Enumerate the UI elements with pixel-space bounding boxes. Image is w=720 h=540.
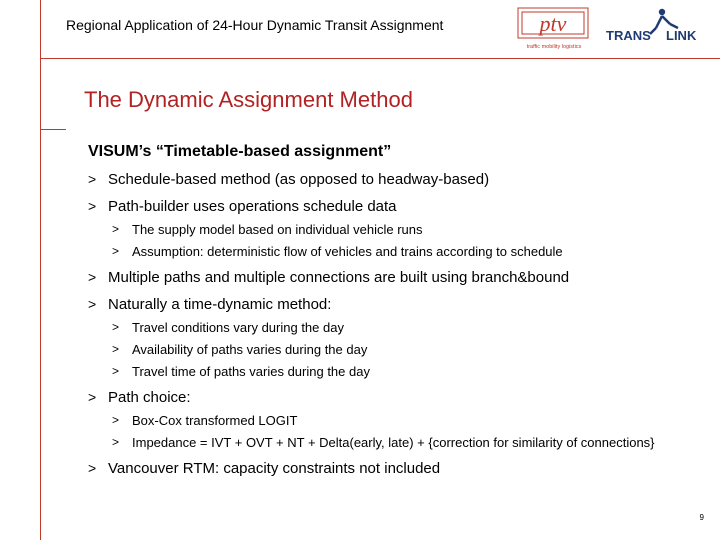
bullet-arrow-icon: > (88, 171, 97, 187)
bullet-arrow-icon: > (112, 435, 120, 449)
bullet-arrow-icon: > (112, 244, 120, 258)
slide-content (88, 143, 708, 477)
bullet-vancouver-rtm: > Vancouver RTM: capacity constraints not included (88, 460, 441, 477)
bullet-arrow-icon: > (112, 222, 120, 236)
translink-logo (606, 6, 706, 51)
bullet-time-dynamic: > Naturally a time-dynamic method: (88, 296, 332, 313)
title-tick-mark (40, 129, 66, 130)
ptv-logo-text: ptv (539, 11, 567, 36)
bullet-arrow-icon: > (112, 320, 120, 334)
ptv-logo (516, 6, 596, 57)
bullet-path-choice: > Path choice: (88, 389, 191, 406)
bullet-arrow-icon: > (112, 364, 120, 378)
bullet-schedule-based: > Schedule-based method (as opposed to headway-based) (88, 171, 490, 188)
subbullet-logit: > Box-Cox transformed LOGIT (112, 413, 298, 428)
bullet-arrow-icon: > (88, 198, 97, 214)
bullet-arrow-icon: > (88, 296, 97, 312)
translink-text-trans: TRANS (606, 28, 651, 43)
subbullet-travel-time: > Travel time of paths varies during the day (112, 364, 370, 379)
header-title: Regional Application of 24-Hour Dynamic Transit Assignment (66, 17, 444, 33)
bullet-arrow-icon: > (88, 269, 97, 285)
left-vertical-rule (40, 0, 41, 540)
content-heading: VISUM’s “Timetable-based assignment” (88, 143, 392, 160)
header-rule (40, 58, 720, 59)
bullet-arrow-icon: > (112, 342, 120, 356)
page-number: 9 (699, 513, 704, 522)
subbullet-travel-conditions: > Travel conditions vary during the day (112, 320, 344, 335)
bullet-path-builder: > Path-builder uses operations schedule data (88, 198, 397, 215)
slide-title: The Dynamic Assignment Method (84, 87, 413, 112)
bullet-multiple-paths: > Multiple paths and multiple connections are built using branch&bound (88, 269, 570, 286)
ptv-tagline: traffic mobility logistics (526, 44, 582, 50)
bullet-arrow-icon: > (88, 460, 97, 476)
translink-text-link: LINK (666, 28, 697, 43)
subbullet-supply-model: > The supply model based on individual vehicle runs (112, 222, 423, 237)
bullet-arrow-icon: > (112, 413, 120, 427)
subbullet-impedance: > Impedance = IVT + OVT + NT + Delta(early, late) + {correction for similarity of connections} (112, 435, 655, 450)
bullet-arrow-icon: > (88, 389, 97, 405)
subbullet-availability: > Availability of paths varies during the day (112, 342, 368, 357)
subbullet-assumption: > Assumption: deterministic flow of vehicles and trains according to schedule (112, 244, 563, 259)
